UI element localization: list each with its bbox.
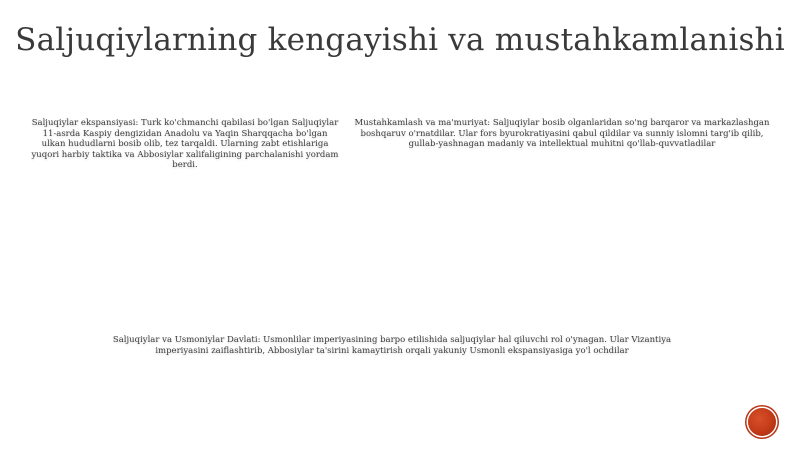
next-slide-button[interactable] xyxy=(748,408,776,436)
text-block-ottoman: Saljuqiylar va Usmoniylar Davlati: Usmonlilar imperiyasining barpo etilishida saljuqiylar hal qiluvchi rol o'ynagan. Ular Vizantiya imperiyasini zaiflashtirib, Abbosiylar ta'sirini kamaytirish orqali yakuniy Usmonli ekspansiyasiga yo'l ochdilar xyxy=(112,335,672,356)
text-block-consolidation: Mustahkamlash va ma'muriyat: Saljuqiylar bosib olganlaridan so'ng barqaror va markazlashgan boshqaruv o'rnatdilar. Ular fors byurokratiyasini qabul qildilar va sunniy islomni targ'ib qilib, gullab-yashnagan madaniy va intellektual muhitni qo'llab-quvvatladilar xyxy=(354,118,770,150)
text-block-expansion: Saljuqiylar ekspansiyasi: Turk ko'chmanchi qabilasi bo'lgan Saljuqiylar 11-asrda Kaspiy dengizidan Anadolu va Yaqin Sharqqacha bo'lgan ulkan hududlarni bosib olib, tez tarqaldi. Ularning zabt etishlariga yuqori harbiy taktika va Abbosiylar xalifaligining parchalanishi yordam berdi. xyxy=(31,118,339,171)
slide-title: Saljuqiylarning kengayishi va mustahkamlanishi xyxy=(15,22,785,58)
